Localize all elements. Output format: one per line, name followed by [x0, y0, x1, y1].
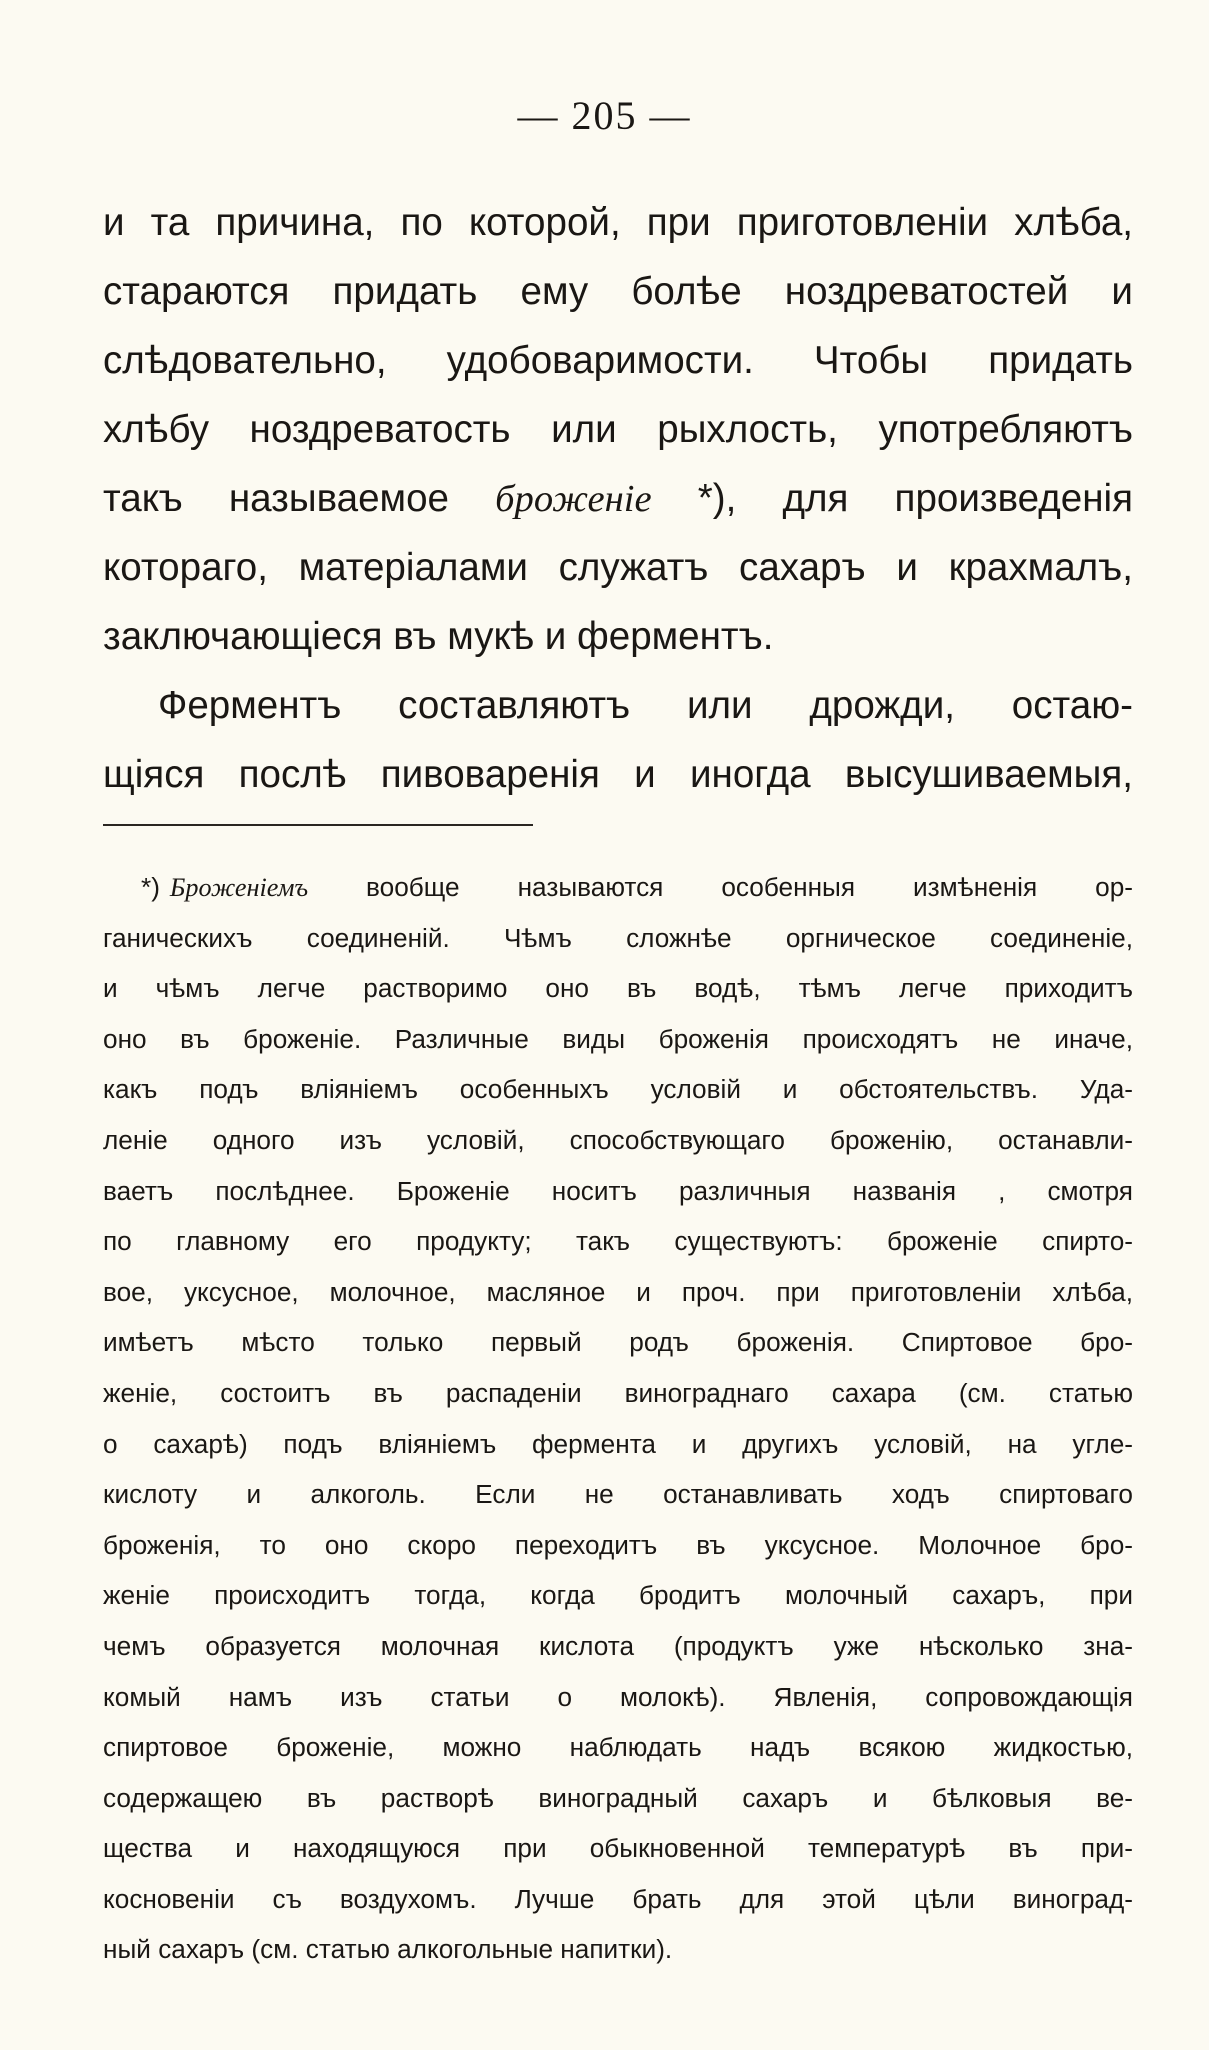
footnote-line: о сахарѣ) подъ вліяніемъ фермента и другихъ условій, на угле-: [103, 1428, 1133, 1459]
footnote-line: чемъ образуется молочная кислота (продуктъ уже нѣсколько зна-: [103, 1630, 1133, 1661]
footnote-marker: *): [141, 872, 160, 902]
main-line-5: [103, 464, 1133, 533]
footnote-line: женіе, состоитъ въ распаденіи винограднаго сахара (см. статью: [103, 1377, 1133, 1408]
footnote: [103, 862, 1133, 1975]
main-line-2: стараются придать ему болѣе ноздреватостей и: [103, 270, 1133, 313]
main-line-5-after: *), для произведенія: [651, 477, 1133, 520]
fermentation-term: броженіе: [495, 478, 652, 520]
footnote-line: ный сахаръ (см. статью алкогольные напитки).: [103, 1934, 673, 1965]
main-line-8: Ферментъ составляютъ или дрожди, остаю-: [158, 684, 1133, 727]
footnote-line: имѣетъ мѣсто только первый родъ броженія. Спиртовое бро-: [103, 1327, 1133, 1358]
footnote-line: ганическихъ соединеній. Чѣмъ сложнѣе оргническое соединеніе,: [103, 922, 1133, 953]
footnote-line: леніе одного изъ условій, способствующаго броженію, останавли-: [103, 1124, 1133, 1155]
footnote-line: комый намъ изъ статьи о молокѣ). Явленія, сопровождающія: [103, 1681, 1133, 1712]
main-line-7: заключающіеся въ мукѣ и ферментъ.: [103, 615, 774, 658]
footnote-line: вое, уксусное, молочное, масляное и проч. при приготовленіи хлѣба,: [103, 1276, 1133, 1307]
footnote-line: и чѣмъ легче растворимо оно въ водѣ, тѣмъ легче приходитъ: [103, 973, 1133, 1004]
main-line-1: и та причина, по которой, при приготовленіи хлѣба,: [103, 201, 1133, 244]
footnote-line: женіе происходитъ тогда, когда бродитъ молочный сахаръ, при: [103, 1580, 1133, 1611]
footnote-line: какъ подъ вліяніемъ особенныхъ условій и обстоятельствъ. Уда-: [103, 1074, 1133, 1105]
main-line-5-before: такъ называемое: [103, 477, 496, 520]
footnote-line: щества и находящуюся при обыкновенной температурѣ въ при-: [103, 1833, 1133, 1864]
main-line-6: котораго, матеріалами служатъ сахаръ и крахмалъ,: [103, 546, 1133, 589]
footnote-line: оно въ броженіе. Различные виды броженія происходятъ не иначе,: [103, 1023, 1133, 1054]
main-line-3: слѣдовательно, удобоваримости. Чтобы придать: [103, 339, 1133, 382]
footnote-line: спиртовое броженіе, можно наблюдать надъ всякою жидкостью,: [103, 1732, 1133, 1763]
main-line-9: щіяся послѣ пивоваренія и иногда высушиваемыя,: [103, 753, 1133, 796]
footnote-line-1: [103, 862, 1133, 913]
main-line-4: хлѣбу ноздреватость или рыхлость, употребляютъ: [103, 408, 1133, 451]
footnote-line: косновеніи съ воздухомъ. Лучше брать для этой цѣли виноград-: [103, 1883, 1133, 1914]
footnote-term: Броженіемъ: [169, 873, 309, 902]
footnote-divider: [103, 824, 533, 826]
footnote-line: содержащею въ растворѣ виноградный сахаръ и бѣлковыя ве-: [103, 1782, 1133, 1813]
footnote-line: ваетъ послѣднее. Броженіе носитъ различныя названія , смотря: [103, 1175, 1133, 1206]
footnote-line: кислоту и алкоголь. Если не останавливать ходъ спиртоваго: [103, 1479, 1133, 1510]
footnote-line: по главному его продукту; такъ существуютъ: броженіе спирто-: [103, 1226, 1133, 1257]
footnote-line: броженія, то оно скоро переходитъ въ уксусное. Молочное бро-: [103, 1529, 1133, 1560]
footnote-line-1-rest: вообще называются особенныя измѣненія ор-: [308, 872, 1133, 902]
main-text: [103, 188, 1133, 809]
page-number: — 205 —: [517, 93, 692, 138]
